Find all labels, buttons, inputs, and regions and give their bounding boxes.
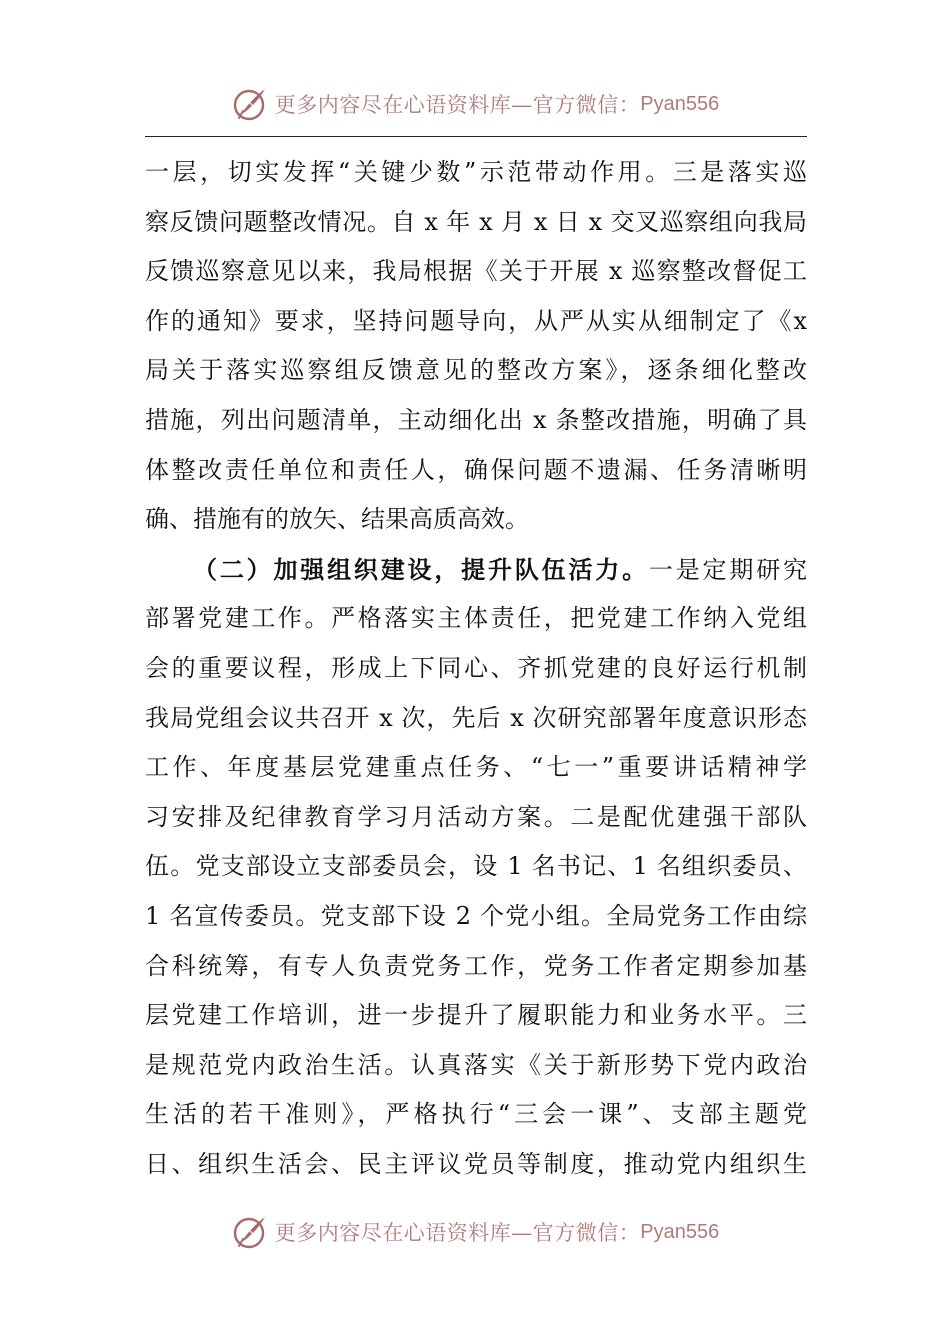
body-line: 作的通知》要求，坚持问题导向，从严从实从细制定了《x: [145, 306, 807, 335]
header-watermark: [0, 82, 950, 126]
section-line: 日、组织生活会、民主评议党员等制度，推动党内组织生: [145, 1149, 807, 1178]
quill-seal-icon: [231, 84, 271, 124]
watermark-handle: Pyan556: [640, 1220, 720, 1243]
body-line: 反馈巡察意见以来，我局根据《关于开展 x 巡察整改督促工: [145, 257, 807, 286]
watermark-text: 更多内容尽在心语资料库—官方微信：: [274, 1221, 641, 1245]
watermark-text: 更多内容尽在心语资料库—官方微信：: [274, 93, 641, 117]
section-line: 习安排及纪律教育学习月活动方案。二是配优建强干部队: [145, 802, 807, 831]
section-line: 1 名宣传委员。党支部下设 2 个党小组。全局党务工作由综: [145, 901, 807, 930]
section-line: 生活的若干准则》，严格执行“三会一课”、支部主题党: [145, 1100, 807, 1129]
body-line: 确、措施有的放矢、结果高质高效。: [145, 505, 529, 534]
section-first-rest: 一是定期研究: [648, 555, 807, 584]
body-line: 察反馈问题整改情况。自 x 年 x 月 x 日 x 交叉巡察组向我局: [145, 207, 807, 236]
body-line: 局关于落实巡察组反馈意见的整改方案》，逐条细化整改: [145, 356, 807, 385]
watermark-handle: Pyan556: [640, 92, 720, 115]
quill-seal-icon: [231, 1212, 271, 1252]
section-line: 伍。党支部设立支部委员会，设 1 名书记、1 名组织委员、: [145, 852, 807, 881]
footer-watermark: [0, 1210, 950, 1254]
section-first-line: [145, 545, 807, 595]
body-line: 措施，列出问题清单，主动细化出 x 条整改措施，明确了具: [145, 405, 807, 434]
section-line: 工作、年度基层党建重点任务、“七一”重要讲话精神学: [145, 753, 807, 782]
section-line: 部署党建工作。严格落实主体责任，把党建工作纳入党组: [145, 604, 807, 633]
section-line: 是规范党内政治生活。认真落实《关于新形势下党内政治: [145, 1050, 807, 1079]
body-line: 一层，切实发挥“关键少数”示范带动作用。三是落实巡: [145, 158, 807, 186]
section-line: 合科统筹，有专人负责党务工作，党务工作者定期参加基: [145, 951, 807, 980]
header-rule: [145, 136, 807, 137]
body-line: 体整改责任单位和责任人，确保问题不遗漏、任务清晰明: [145, 455, 807, 484]
section-line: 层党建工作培训，进一步提升了履职能力和业务水平。三: [145, 1001, 807, 1030]
section-line: 我局党组会议共召开 x 次，先后 x 次研究部署年度意识形态: [145, 703, 807, 732]
section-heading: （二）加强组织建设，提升队伍活力。: [193, 554, 649, 584]
section-line: 会的重要议程，形成上下同心、齐抓党建的良好运行机制: [145, 653, 807, 682]
document-body: [145, 148, 807, 1189]
